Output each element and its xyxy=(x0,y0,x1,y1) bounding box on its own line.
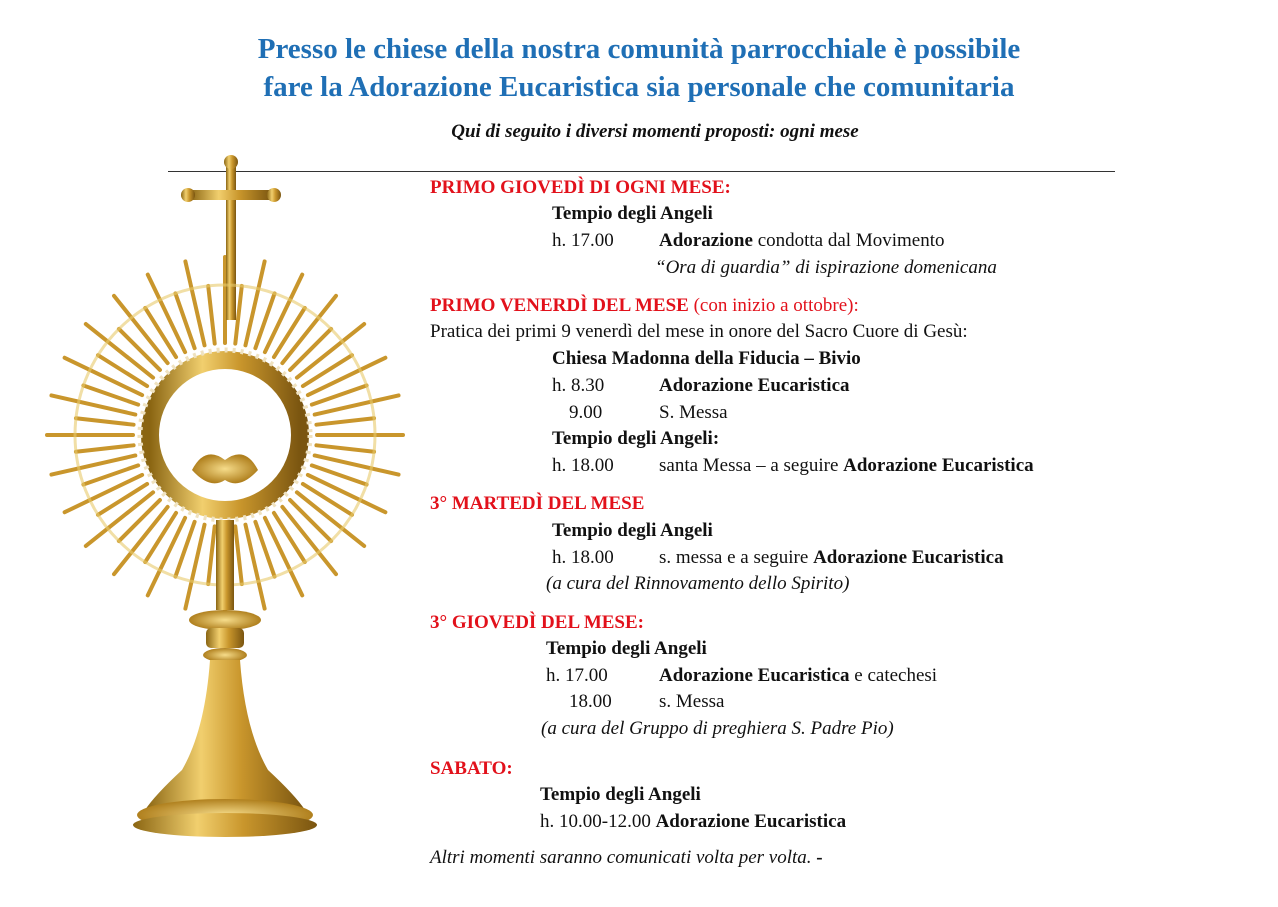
ray xyxy=(145,513,176,562)
place-label: Tempio degli Angeli xyxy=(552,520,713,541)
section-heading-3-martedi: 3° MARTEDÌ DEL MESE xyxy=(430,493,645,514)
time-label: h. 18.00 xyxy=(552,547,614,568)
ray xyxy=(208,526,214,584)
time-label: 18.00 xyxy=(569,691,612,712)
time-label: h. 17.00 xyxy=(552,230,614,251)
place-label: Tempio degli Angeli xyxy=(546,638,707,659)
title-line-2: fare la Adorazione Eucaristica sia personale che comunitaria xyxy=(263,71,1015,103)
note-text: “Ora di guardia” di ispirazione domenicana xyxy=(655,257,997,278)
place-label: Chiesa Madonna della Fiducia – Bivio xyxy=(552,348,861,369)
ray xyxy=(235,286,241,344)
activity-text: s. Messa xyxy=(659,691,725,712)
section-heading-primo-giovedi: PRIMO GIOVEDÌ DI OGNI MESE: xyxy=(430,177,731,198)
place-label: Tempio degli Angeli: xyxy=(552,428,720,449)
ray xyxy=(303,355,352,386)
ray xyxy=(76,445,134,451)
ray xyxy=(290,500,331,541)
monstrance-illustration xyxy=(40,150,410,860)
footer-note: Altri momenti saranno comunicati volta per volta. - xyxy=(430,847,823,868)
time-label: h. 8.30 xyxy=(552,375,605,396)
ray xyxy=(98,484,147,515)
intro-text: Pratica dei primi 9 venerdì del mese in onore del Sacro Cuore di Gesù: xyxy=(430,321,968,342)
note-text: (a cura del Rinnovamento dello Spirito) xyxy=(546,573,850,594)
activity-text: S. Messa xyxy=(659,402,728,423)
activity-text: s. messa e a seguire Adorazione Eucaristica xyxy=(659,547,1004,568)
activity-text: santa Messa – a seguire Adorazione Eucaristica xyxy=(659,455,1034,476)
place-label: Tempio degli Angeli xyxy=(552,203,713,224)
ray xyxy=(98,355,147,386)
time-label: h. 17.00 xyxy=(546,665,608,686)
ray xyxy=(119,329,160,370)
section-heading-3-giovedi: 3° GIOVEDÌ DEL MESE: xyxy=(430,612,645,633)
ray xyxy=(316,445,374,451)
activity-text: h. 10.00-12.00 Adorazione Eucaristica xyxy=(540,811,847,832)
ray xyxy=(119,500,160,541)
ray xyxy=(303,484,352,515)
ray xyxy=(274,513,305,562)
section-heading-primo-venerdi: PRIMO VENERDÌ DEL MESE (con inizio a ottobre): xyxy=(430,295,859,316)
activity-text: Adorazione Eucaristica xyxy=(659,375,850,396)
ray xyxy=(76,418,134,424)
ray xyxy=(290,329,331,370)
ray xyxy=(145,308,176,357)
activity-text: Adorazione condotta dal Movimento xyxy=(659,230,945,251)
page-title xyxy=(0,30,1278,106)
note-text: (a cura del Gruppo di preghiera S. Padre Pio) xyxy=(541,718,894,739)
section-heading-sabato: SABATO: xyxy=(430,758,513,779)
cross-icon xyxy=(181,155,281,320)
ray xyxy=(316,418,374,424)
subtitle: Qui di seguito i diversi momenti proposti: ogni mese xyxy=(451,121,859,142)
ray xyxy=(208,286,214,344)
activity-text: Adorazione Eucaristica e catechesi xyxy=(659,665,938,686)
place-label: Tempio degli Angeli xyxy=(540,784,701,805)
ray xyxy=(235,526,241,584)
title-line-1: Presso le chiese della nostra comunità parrocchiale è possibile xyxy=(257,33,1021,65)
ray xyxy=(274,308,305,357)
time-label: 9.00 xyxy=(569,402,603,423)
time-label: h. 18.00 xyxy=(552,455,614,476)
